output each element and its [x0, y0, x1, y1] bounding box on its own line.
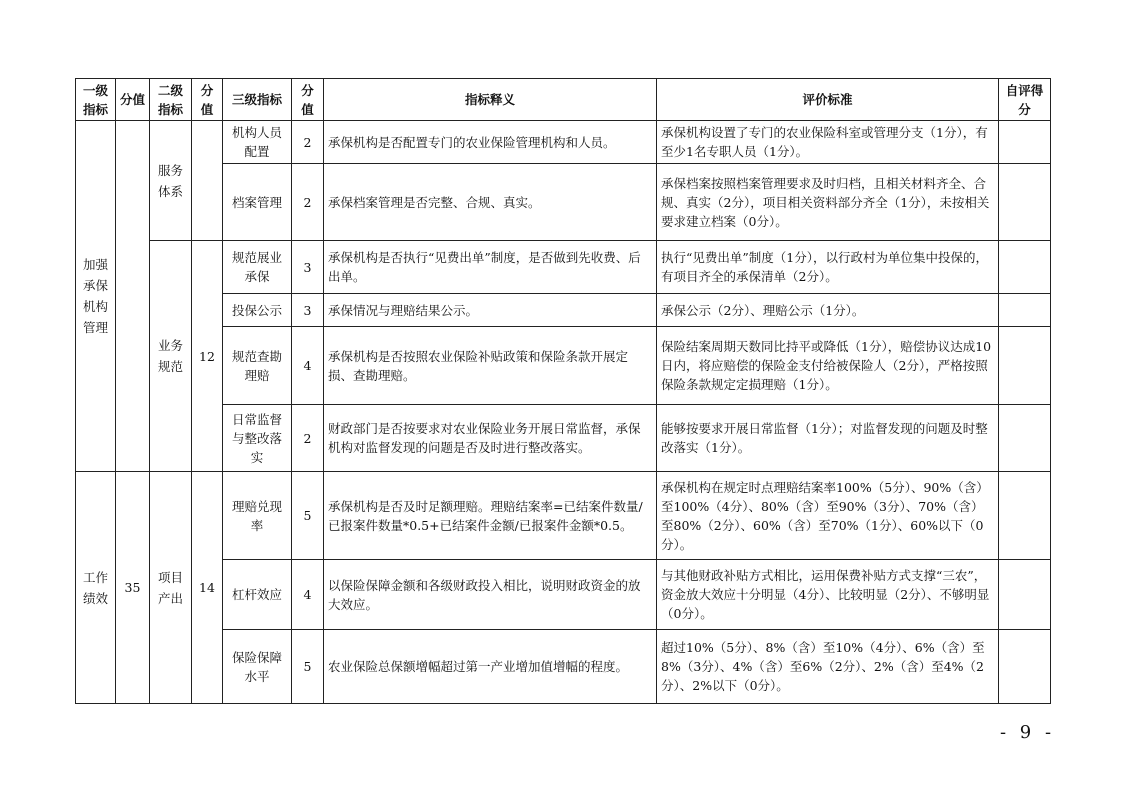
table-row [76, 164, 1051, 241]
header-criteria: 评价标准 [657, 79, 999, 121]
explain-cell: 承保机构是否及时足额理赔。理赔结案率=已结案件数量/已报案件数量*0.5+已结案件金额/已报案件金额*0.5。 [324, 472, 657, 560]
explain-cell: 承保机构是否按照农业保险补贴政策和保险条款开展定损、查勘理赔。 [324, 327, 657, 405]
header-level3: 三级指标 [223, 79, 292, 121]
group-cell [76, 121, 116, 472]
header-level1: 一级指标 [76, 79, 116, 121]
self-score-cell [999, 560, 1051, 630]
self-score-cell [999, 121, 1051, 164]
explain-cell: 农业保险总保额增幅超过第一产业增加值增幅的程度。 [324, 630, 657, 704]
subgroup-name: 服务体系 [157, 162, 183, 199]
subgroup-cell [150, 241, 192, 472]
header-score2: 分值 [192, 79, 223, 121]
subgroup-score: 12 [192, 241, 223, 472]
criteria-cell: 承保机构在规定时点理赔结案率100%（5分）、90%（含）至100%（4分）、80%（含）至90%（3分）、70%（含）至80%（2分）、60%（含）至70%（1分）、60%以下（0分）。 [657, 472, 999, 560]
indicator-score: 2 [292, 121, 324, 164]
criteria-cell: 承保机构设置了专门的农业保险科室或管理分支（1分），有至少1名专职人员（1分）。 [657, 121, 999, 164]
self-score-cell [999, 472, 1051, 560]
indicator-cell: 理赔兑现率 [223, 472, 292, 560]
table-row [76, 294, 1051, 327]
page-number: - 9 - [1000, 722, 1056, 743]
indicator-score: 2 [292, 164, 324, 241]
table-row [76, 241, 1051, 294]
self-score-cell [999, 405, 1051, 472]
criteria-cell: 超过10%（5分）、8%（含）至10%（4分）、6%（含）至8%（3分）、4%（含）至6%（2分）、2%（含）至4%（2分）、2%以下（0分）。 [657, 630, 999, 704]
header-explain: 指标释义 [324, 79, 657, 121]
table-row [76, 121, 1051, 164]
explain-cell: 财政部门是否按要求对农业保险业务开展日常监督，承保机构对监督发现的问题是否及时进行整改落实。 [324, 405, 657, 472]
indicator-cell: 投保公示 [223, 294, 292, 327]
indicator-score: 3 [292, 241, 324, 294]
self-score-cell [999, 630, 1051, 704]
table-row [76, 327, 1051, 405]
self-score-cell [999, 241, 1051, 294]
explain-cell: 承保档案管理是否完整、合规、真实。 [324, 164, 657, 241]
indicator-cell: 杠杆效应 [223, 560, 292, 630]
indicator-score: 4 [292, 327, 324, 405]
subgroup-cell [150, 472, 192, 704]
group-name: 工作绩效 [82, 569, 108, 606]
self-score-cell [999, 327, 1051, 405]
group-name: 加强承保机构管理 [82, 257, 108, 335]
subgroup-name: 项目产出 [157, 569, 183, 606]
indicator-cell: 档案管理 [223, 164, 292, 241]
table-row [76, 472, 1051, 560]
group-cell [76, 472, 116, 704]
explain-cell: 承保机构是否执行“见费出单”制度，是否做到先收费、后出单。 [324, 241, 657, 294]
explain-cell: 承保情况与理赔结果公示。 [324, 294, 657, 327]
self-score-cell [999, 164, 1051, 241]
indicator-score: 5 [292, 630, 324, 704]
header-score3: 分值 [292, 79, 324, 121]
indicator-cell: 保险保障水平 [223, 630, 292, 704]
indicator-score: 2 [292, 405, 324, 472]
criteria-cell: 承保档案按照档案管理要求及时归档，且相关材料齐全、合规、真实（2分），项目相关资料部分齐全（1分），未按相关要求建立档案（0分）。 [657, 164, 999, 241]
criteria-cell: 能够按要求开展日常监督（1分）；对监督发现的问题及时整改落实（1分）。 [657, 405, 999, 472]
subgroup-score [192, 121, 223, 241]
self-score-cell [999, 294, 1051, 327]
indicator-cell: 规范展业承保 [223, 241, 292, 294]
group-score: 35 [116, 472, 150, 704]
criteria-cell: 与其他财政补贴方式相比，运用保费补贴方式支撑“三农”，资金放大效应十分明显（4分）、比较明显（2分）、不够明显（0分）。 [657, 560, 999, 630]
header-score1: 分值 [116, 79, 150, 121]
indicator-score: 3 [292, 294, 324, 327]
criteria-cell: 承保公示（2分）、理赔公示（1分）。 [657, 294, 999, 327]
explain-cell: 承保机构是否配置专门的农业保险管理机构和人员。 [324, 121, 657, 164]
header-level2: 二级指标 [150, 79, 192, 121]
indicator-score: 4 [292, 560, 324, 630]
header-self-score: 自评得分 [999, 79, 1051, 121]
subgroup-cell [150, 121, 192, 241]
explain-cell: 以保险保障金额和各级财政投入相比，说明财政资金的放大效应。 [324, 560, 657, 630]
subgroup-score: 14 [192, 472, 223, 704]
criteria-cell: 保险结案周期天数同比持平或降低（1分），赔偿协议达成10日内，将应赔偿的保险金支付给被保险人（2分），严格按照保险条款规定定损理赔（1分）。 [657, 327, 999, 405]
indicator-cell: 日常监督与整改落实 [223, 405, 292, 472]
indicator-cell: 规范查勘理赔 [223, 327, 292, 405]
table-row [76, 630, 1051, 704]
evaluation-table [75, 78, 1051, 704]
indicator-score: 5 [292, 472, 324, 560]
table-row [76, 405, 1051, 472]
criteria-cell: 执行“见费出单”制度（1分），以行政村为单位集中投保的，有项目齐全的承保清单（2分）。 [657, 241, 999, 294]
header-row [76, 79, 1051, 121]
indicator-cell: 机构人员配置 [223, 121, 292, 164]
group-score [116, 121, 150, 472]
subgroup-name: 业务规范 [157, 338, 183, 374]
table-row [76, 560, 1051, 630]
